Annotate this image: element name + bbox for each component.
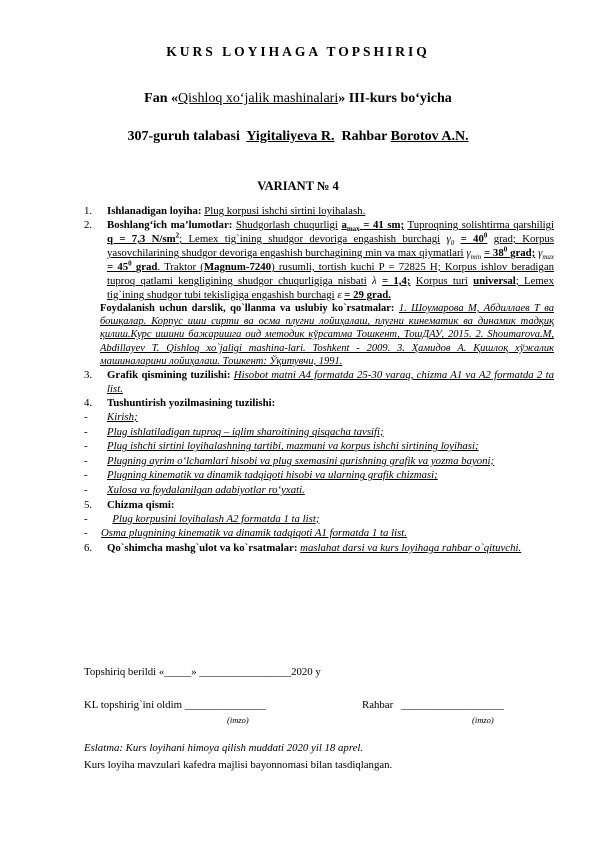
gamma0-sup: 0 <box>483 231 488 240</box>
gammamin-sup: 0 <box>503 245 508 254</box>
dash-marker: - <box>84 483 88 496</box>
defense-note: Eslatma: Kurs loyihani himoya qilish muddati 2020 yil 18 aprel. <box>84 742 364 754</box>
item-number: 6. <box>84 541 93 554</box>
generatrix-text: grad; Korpus yasovchilarining shudgor devoriga engashish burchagining min va max qiymatlari <box>107 233 554 259</box>
angle-text: ; Lemex tig`ining shudgor tubi tekisligiga engashish burchagi <box>107 275 554 301</box>
group-label: 307-guruh talabasi <box>127 129 240 144</box>
item-text: Hisobot matni A4 formatda 25-30 varaq, chizma A1 va A2 formatda 2 ta list. <box>107 369 554 396</box>
item-drawing-part <box>84 498 554 512</box>
item-text: maslahat darsi va kurs loyihaga rahbar o`qituvchi. <box>300 541 522 554</box>
dash-marker: - <box>84 440 88 453</box>
item-number: 3. <box>84 369 93 382</box>
assignment-given-line: Topshiriq berildi «_____» _________________2020 y <box>84 666 321 678</box>
list-item <box>84 512 554 527</box>
item-number: 5. <box>84 498 93 511</box>
received-label: KL topshirig`ini oldim <box>84 699 182 711</box>
gammamax-sub: max <box>542 253 555 262</box>
item-explanatory-note <box>84 396 554 410</box>
imzo-left: (imzo) <box>227 715 249 725</box>
amax-sub: max <box>346 225 360 234</box>
list-item <box>84 425 554 440</box>
item-number: 4. <box>84 397 93 410</box>
traction-text: ) rusumli, tortish kuchi P = 72825 H; Korpus ishlov beradigan tuproq qatlami kengligining shudgor chuqurligiga nisbati <box>107 261 555 287</box>
list-item <box>84 410 554 425</box>
received-signature-line: _______________ <box>184 699 266 711</box>
dash-marker: - <box>84 425 88 438</box>
list-item <box>84 483 554 498</box>
list-item-text: Xulosa va foydalanilgan adabiyotlar ro‘yxati. <box>107 483 305 496</box>
gamma0-sub: 0 <box>450 239 455 248</box>
subject-suffix: » III-kurs bo‘yicha <box>338 91 452 106</box>
item-label: Boshlang‘ich ma’lumotlar: <box>107 219 233 231</box>
type-text: Korpus turi <box>415 275 468 287</box>
item-number: 2. <box>84 219 93 231</box>
tractor-text: . Traktor ( <box>157 261 204 273</box>
task-content <box>84 204 554 555</box>
gamma0-number: = 40 <box>460 233 484 245</box>
rahbar-label: Rahbar <box>362 699 394 711</box>
gamma0-symbol <box>446 233 455 248</box>
epsilon-symbol: ε <box>337 289 342 301</box>
lemex-text: ; Lemex tig`ining shudgor devoriga engashish burchagi <box>179 233 441 245</box>
lambda-value: = 1,4; <box>381 275 411 287</box>
gamma0-value <box>461 233 488 245</box>
supervisor-label: Rahbar <box>341 129 388 144</box>
gammamin-value <box>484 247 535 259</box>
gammamin: γ <box>466 247 471 259</box>
list-item-text: Plugning ayrim o‘lchamlari hisobi va plug sxemasini qurishning grafik va yozma bayoni; <box>107 454 495 467</box>
list-item-text: Plug korpusini loyihalash A2 formatda 1 ta list; <box>112 512 320 525</box>
item-label: Ishlanadigan loyiha: <box>107 205 202 217</box>
student-line <box>0 129 596 145</box>
supervisor-name: Borotov A.N. <box>390 129 469 144</box>
gamma0: γ <box>446 233 451 245</box>
list-item-text: Kirish; <box>107 411 138 424</box>
dash-marker: - <box>84 469 88 482</box>
item-label: Grafik qismining tuzilishi: <box>107 369 231 382</box>
list-item <box>84 439 554 454</box>
resistance-sup: 2 <box>175 231 180 240</box>
item-text: Plug korpusi ishchi sirtini loyihalash. <box>204 205 366 217</box>
gammamin-number: = 38 <box>483 247 504 259</box>
item-label: Chizma qismi: <box>107 498 175 511</box>
rahbar-line <box>362 699 504 711</box>
list-item <box>84 454 554 469</box>
gammamax-number: = 45 <box>107 261 129 273</box>
rahbar-signature-line: ___________________ <box>401 699 504 711</box>
list-item-text: Plug ishlatiladigan tuproq – iqlim sharoitining qisqacha tavsifi; <box>107 425 384 438</box>
list-item <box>84 468 554 483</box>
item-label: Tushuntirish yozilmasining tuzilishi: <box>107 397 276 410</box>
gammamin-sub: min <box>470 253 482 262</box>
literature-label: Foydalanish uchun darslik, qo`llanma va uslubiy ko`rsatmalar: <box>100 303 395 314</box>
item-graphic-part <box>84 368 554 396</box>
resistance-text: Tuproqning solishtirma qarshiligi <box>407 219 555 231</box>
dash-marker: - <box>84 411 88 424</box>
amax-symbol: a <box>341 219 347 231</box>
variant-heading: VARIANT № 4 <box>257 179 339 193</box>
dash-marker: - <box>84 527 88 540</box>
depth-value <box>341 219 405 234</box>
gammamax-value <box>107 261 157 273</box>
dash-marker: - <box>84 454 88 467</box>
gammamin-symbol <box>466 247 482 262</box>
list-item-text: Osma plugnining kinematik va dinamik tadqiqoti A1 formatda 1 ta list. <box>101 527 407 540</box>
document-title: KURS LOYIHAGA TOPSHIRIQ <box>166 44 430 59</box>
resistance-number: q = 7,3 N/sm <box>107 233 176 245</box>
item-label: Qo`shimcha mashg`ulot va ko`rsatmalar: <box>107 541 298 554</box>
tractor-model: Magnum-7240 <box>203 261 272 273</box>
gammamin-unit: grad; <box>510 247 536 259</box>
epsilon-value: = 29 grad. <box>344 289 391 301</box>
type-value: universal <box>473 275 516 287</box>
received-line <box>84 699 266 711</box>
item-project <box>84 204 554 218</box>
student-name: Yigitaliyeva R. <box>246 129 335 144</box>
gammamax-sup: 0 <box>128 259 132 268</box>
list-item-text: Plugning kinematik va dinamik tadqiqoti hisobi va ularning grafik chizmasi; <box>107 469 438 482</box>
subject-line <box>0 91 596 107</box>
item-initial-data <box>84 218 554 302</box>
literature-list: 1. Шоумарова М, Абдиллаев Т ва бошқалар. Корпус иши сирти ва осма плугни лойиҳалаш, плугни кинематик ва динамик тадқиқ қилиш.Курс ишини бажаришга оид методик кўрсатма Тошкент, ТошДАУ, 2015. 2. Shoumarova.M, Abdillayev T. Qishloq xo`jaligi mashina-lari. Toshkent - 2009. 3. Ҳамидов А. Қишлоқ хўжалик машиналарини лойиҳалаш. Тошкент: Ўқитувчи, 1991. <box>100 303 555 367</box>
list-item <box>84 526 554 541</box>
subject-name: Qishloq xo‘jalik mashinalari <box>178 91 339 106</box>
gammamax-symbol <box>538 247 555 262</box>
lambda-symbol: λ <box>372 275 377 287</box>
imzo-right: (imzo) <box>472 715 494 725</box>
depth-number: = 41 sm; <box>363 219 405 231</box>
approval-note: Kurs loyiha mavzulari kafedra majlisi bayonnomasi bilan tasdiqlangan. <box>84 759 393 771</box>
literature <box>84 302 554 368</box>
resistance-value <box>107 233 179 245</box>
item-number: 1. <box>84 205 93 217</box>
gammamax-unit: grad <box>135 261 158 273</box>
item-additional <box>84 541 554 555</box>
subject-prefix: Fan « <box>144 91 179 106</box>
gammamax: γ <box>538 247 543 259</box>
list-item-text: Plug ishchi sirtini loyihalashning tartibi, mazmuni va korpus ishchi sirtining loyihasi; <box>107 440 479 453</box>
depth-text: Shudgorlash chuqurligi <box>235 219 338 231</box>
dash-marker: - <box>84 512 88 525</box>
